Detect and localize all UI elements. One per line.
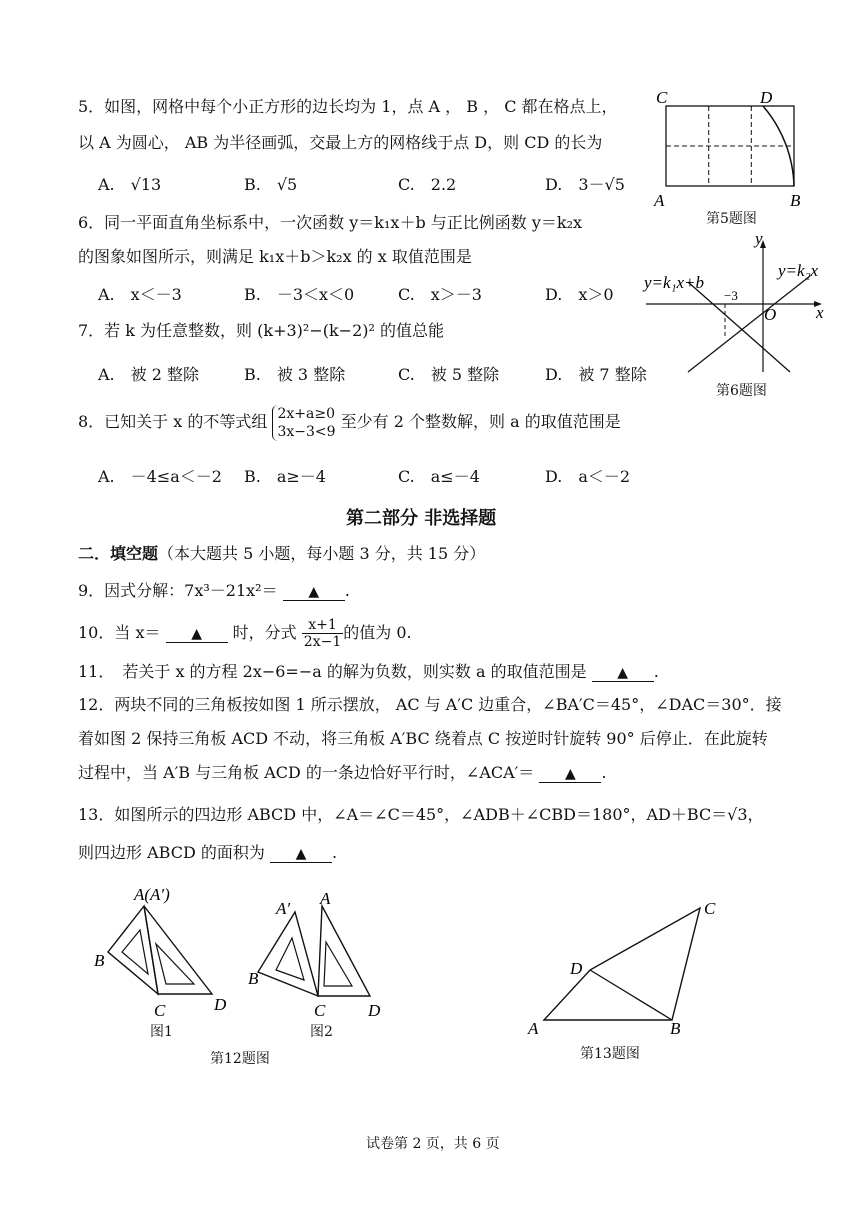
q9 — [78, 580, 350, 602]
fig12-1-label-d: D — [214, 995, 227, 1014]
q5-line-1: 5．如图，网格中每个小正方形的边长均为 1，点 A ， B ， C 都在格点上， — [78, 97, 618, 116]
fig12-2-label-b: B — [248, 969, 259, 988]
q5-grid-figure — [650, 88, 820, 218]
fig13-label-c: C — [704, 899, 716, 918]
fig6-label-line2: y=k₂x — [778, 261, 819, 280]
page-footer: 试卷第 2 页，共 6 页 — [366, 1136, 500, 1152]
q8-option-d: D. a＜－2 — [545, 467, 631, 486]
q10-pre: 10．当 x＝ — [78, 623, 161, 642]
q11-end: . — [653, 662, 659, 681]
fig13-label-b: B — [670, 1019, 681, 1038]
fig13-caption: 第13题图 — [580, 1046, 640, 1062]
fig12-sub1-caption: 图1 — [150, 1024, 173, 1040]
q12-end: . — [601, 763, 607, 782]
fig12-1-label-aa: A(A′) — [134, 885, 170, 904]
fig5-label-d: D — [760, 88, 773, 107]
fig13-label-d: D — [570, 959, 583, 978]
q12-figure — [90, 884, 400, 1044]
q7-option-c: C. 被 5 整除 — [398, 365, 500, 384]
fig5-label-b: B — [790, 191, 801, 210]
q9-end: . — [344, 581, 350, 600]
q12-line-3-text: 过程中，当 A′B 与三角板 ACD 的一条边恰好平行时，∠ACA′＝ — [78, 763, 535, 782]
fig5-caption: 第5题图 — [706, 211, 757, 227]
q9-answer-blank[interactable]: ▲ — [283, 584, 345, 601]
q13-line-2-text: 则四边形 ABCD 的面积为 — [78, 843, 265, 862]
q5-line-2: 以 A 为圆心， AB 为半径画弧，交最上方的网格线于点 D，则 CD 的长为 — [78, 133, 603, 152]
q7-option-a: A. 被 2 整除 — [98, 365, 199, 384]
q8-line-1 — [78, 400, 621, 444]
q5-option-b: B. √5 — [244, 175, 298, 194]
fig6-label-o: O — [764, 305, 777, 324]
fig12-2-label-d: D — [368, 1001, 381, 1020]
q7-option-b: B. 被 3 整除 — [244, 365, 346, 384]
q13-answer-blank[interactable]: ▲ — [270, 846, 332, 863]
q8-option-c: C. a≤－4 — [398, 467, 480, 486]
q10-numerator: x+1 — [302, 617, 343, 634]
q7-line-1: 7．若 k 为任意整数，则 (k+3)²−(k−2)² 的值总能 — [78, 321, 444, 340]
section2-heading — [78, 543, 485, 565]
q10-post: 的值为 0. — [343, 623, 412, 642]
fig6-label-neg3: −3 — [724, 288, 738, 303]
q6-option-b: B. －3＜x＜0 — [244, 285, 355, 304]
q5-option-d: D. 3－√5 — [545, 175, 625, 194]
q7-option-d: D. 被 7 整除 — [545, 365, 647, 384]
section2-note: （本大题共 5 小题，每小题 3 分，共 15 分） — [158, 544, 486, 563]
q10 — [78, 616, 412, 650]
section2-head: 二．填空题 — [78, 544, 159, 563]
q12-line-3 — [78, 762, 607, 784]
fig6-label-y: y — [755, 229, 763, 248]
fig12-2-label-a: A — [320, 889, 331, 908]
q8-post: 至少有 2 个整数解，则 a 的取值范围是 — [340, 412, 621, 431]
q12-answer-blank[interactable]: ▲ — [539, 766, 601, 783]
q11-text: 11． 若关于 x 的方程 2x−6=−a 的解为负数，则实数 a 的取值范围是 — [78, 662, 587, 681]
q6-line-2: 的图象如图所示，则满足 k₁x＋b＞k₂x 的 x 取值范围是 — [78, 247, 472, 266]
q6-line-1: 6．同一平面直角坐标系中，一次函数 y＝k₁x＋b 与正比例函数 y＝k₂x — [78, 213, 583, 232]
q8-inequality-system — [272, 405, 335, 441]
q8-option-b: B. a≥－4 — [244, 467, 326, 486]
q12-line-1: 12．两块不同的三角板按如图 1 所示摆放， AC 与 A′C 边重合，∠BA′C＝45°，∠DAC＝30°．接 — [78, 695, 782, 714]
fig12-caption: 第12题图 — [210, 1051, 270, 1067]
q13-figure — [520, 890, 740, 1040]
fig6-caption: 第6题图 — [716, 383, 767, 399]
q8-pre: 8．已知关于 x 的不等式组 — [78, 412, 268, 431]
q5-option-c: C. 2.2 — [398, 175, 457, 194]
q6-option-a: A. x＜－3 — [98, 285, 182, 304]
q12-line-2: 着如图 2 保持三角板 ACD 不动，将三角板 A′BC 绕着点 C 按逆时针旋转 90° 后停止．在此旋转 — [78, 729, 768, 748]
q9-text: 9．因式分解：7x³－21x²＝ — [78, 581, 278, 600]
fig5-label-c: C — [656, 88, 668, 107]
q8-option-a: A. －4≤a＜－2 — [98, 467, 222, 486]
part2-title: 第二部分 非选择题 — [346, 508, 497, 529]
q13-line-1: 13．如图所示的四边形 ABCD 中，∠A＝∠C＝45°，∠ADB＋∠CBD＝180°，AD＋BC＝√3， — [78, 805, 764, 824]
q8-inequality-1: 2x+a≥0 — [277, 405, 336, 422]
q10-denominator: 2x−1 — [303, 634, 342, 650]
fig12-1-label-b: B — [94, 951, 105, 970]
fig6-label-x: x — [816, 303, 824, 322]
fig13-label-a: A — [528, 1019, 539, 1038]
q6-option-c: C. x＞－3 — [398, 285, 482, 304]
q8-inequality-2: 3x−3<9 — [277, 423, 336, 440]
q13-line-2 — [78, 842, 337, 864]
q13-end: . — [331, 843, 338, 862]
q10-answer-blank[interactable]: ▲ — [166, 626, 228, 643]
fig6-label-line1: y=k₁x+b — [644, 273, 704, 292]
q10-fraction — [302, 617, 343, 650]
fig12-2-label-c: C — [314, 1001, 326, 1020]
q5-option-a: A. √13 — [98, 175, 162, 194]
q10-mid: 时，分式 — [232, 623, 297, 642]
q6-graph-figure — [640, 229, 840, 377]
fig12-sub2-caption: 图2 — [310, 1024, 333, 1040]
fig12-2-label-ap: A′ — [276, 899, 291, 918]
q6-option-d: D. x＞0 — [545, 285, 614, 304]
q11 — [78, 661, 659, 683]
q11-answer-blank[interactable]: ▲ — [592, 665, 654, 682]
fig12-1-label-c: C — [154, 1001, 166, 1020]
fig5-label-a: A — [654, 191, 665, 210]
